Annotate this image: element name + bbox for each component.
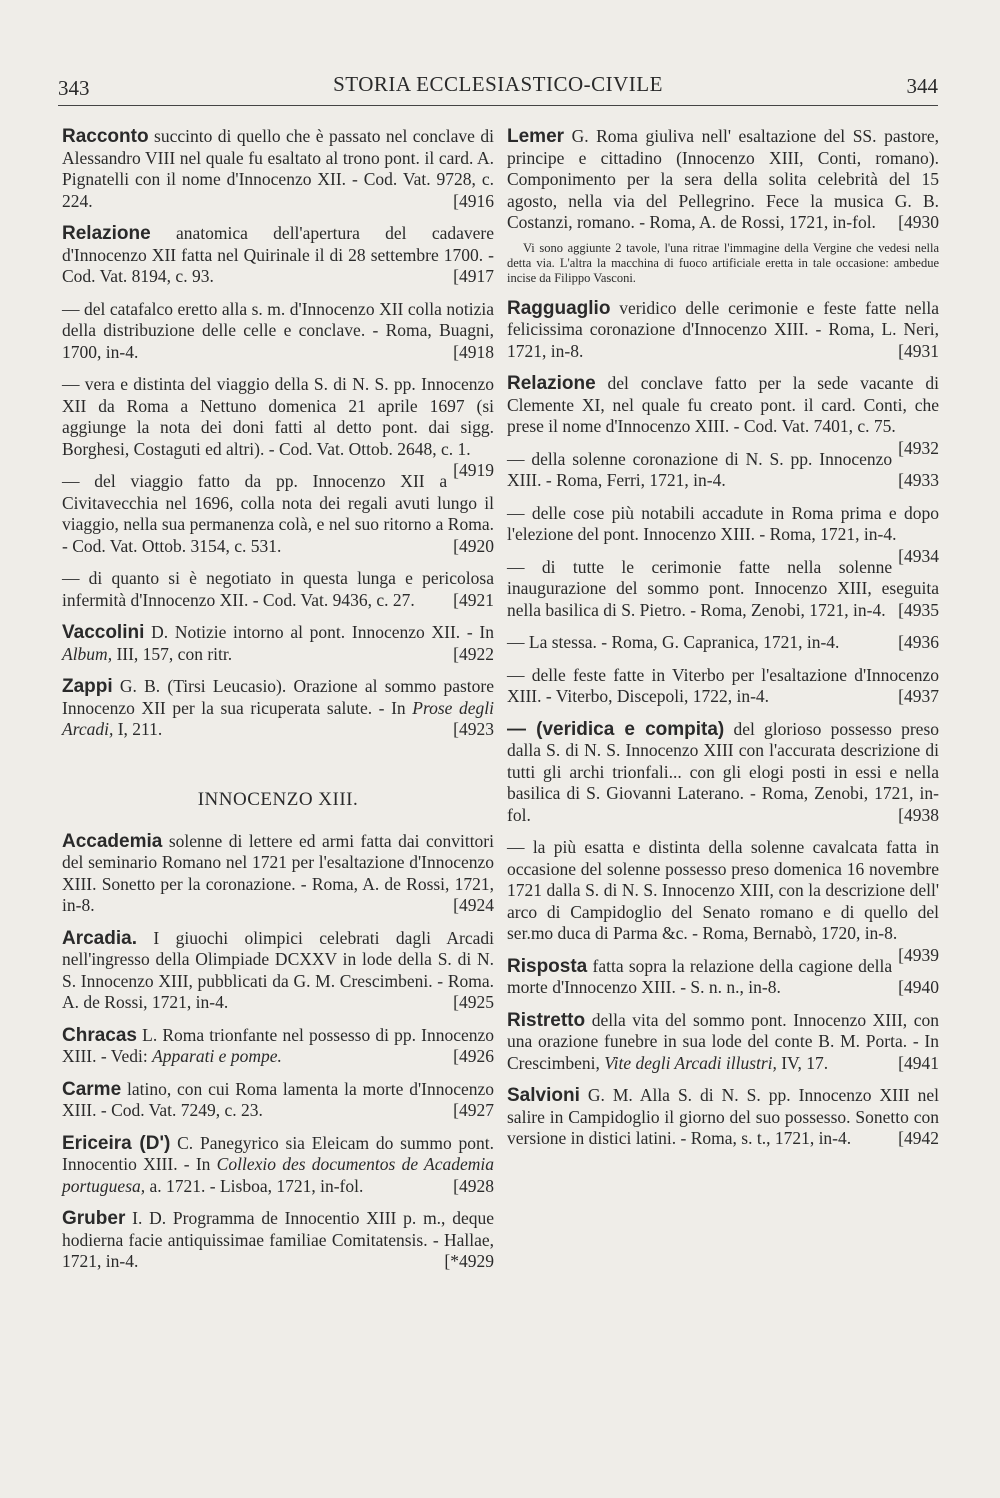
bibliography-entry bbox=[62, 1208, 494, 1273]
entry-number: [4917 bbox=[453, 266, 494, 286]
bibliography-entry bbox=[62, 126, 494, 212]
entry-heading: Accademia bbox=[62, 830, 163, 852]
entry-text: — della solenne coronazione di N. S. pp. Innocenzo XIII. - Roma, Ferri, 1721, in-4. bbox=[507, 448, 893, 490]
entry-heading: Risposta bbox=[507, 955, 588, 977]
bibliography-entry bbox=[62, 374, 494, 480]
bibliography-entry bbox=[507, 956, 939, 999]
entry-number: [4937 bbox=[898, 686, 939, 706]
entry-number: [4927 bbox=[453, 1100, 494, 1120]
header-rule bbox=[58, 105, 938, 106]
bibliography-entry bbox=[62, 676, 494, 741]
entry-number: [4925 bbox=[453, 992, 494, 1012]
entry-number: [4932 bbox=[898, 437, 939, 458]
entry-text: D. Notizie intorno al pont. Innocenzo XII. - In bbox=[144, 622, 494, 642]
entry-italic-title: Prose degli Arcadi, bbox=[62, 697, 494, 739]
entry-text: solenne di lettere ed armi fatta dai convittori del seminario Romano nel 1721 per l'esaltazione d'Innocenzo XIII. Sonetto per la coronazione. - Roma, A. de Rossi, 1721, in-8. bbox=[62, 830, 494, 915]
entry-text: G. B. (Tirsi Leucasio). Orazione al sommo pastore Innocenzo XII per la sua ricuperata salute. - In bbox=[62, 676, 494, 718]
entry-number: [4938 bbox=[898, 804, 939, 825]
entry-heading: Ericeira (D') bbox=[62, 1132, 171, 1154]
bibliography-entry bbox=[507, 665, 939, 708]
entry-heading: Ristretto bbox=[507, 1009, 586, 1031]
entry-text: — di tutte le cerimonie fatte nella solenne inaugurazione del sommo pont. Innocenzo XIII, eseguita nella basilica di S. Pietro. - Roma, Zenobi, 1721, in-4. bbox=[507, 556, 939, 620]
entry-heading: Chracas bbox=[62, 1024, 137, 1046]
entry-text: anatomica dell'apertura del cadavere d'Innocenzo XII fatta nel Quirinale il di 28 settembre 1700. - Cod. Vat. 8194, c. 93. bbox=[62, 223, 494, 286]
entry-italic-title: Album, bbox=[62, 643, 113, 664]
entry-text-cont: III, 157, con ritr. bbox=[112, 643, 233, 664]
entry-text: I giuochi olimpici celebrati dagli Arcadi nell'ingresso della Olimpiade DCXXV in lode della S. di N. S. Innocenzo XIII, pubblicati da G. M. Crescimbeni. - Roma. A. de Rossi, 1721, in-4. bbox=[62, 927, 494, 1012]
entry-note: Vi sono aggiunte 2 tavole, l'una ritrae l'immagine della Vergine che vedesi nella detta via. L'altra la macchina di fuoco artificiale eretta in tale occasione: ambedue incise da Filippo Vasconi. bbox=[507, 240, 939, 285]
right-column bbox=[507, 126, 939, 1161]
entry-heading: Salvioni bbox=[507, 1085, 580, 1106]
bibliography-entry bbox=[62, 1079, 494, 1122]
section-title: INNOCENZO XIII. bbox=[197, 788, 359, 810]
entry-text: — del catafalco eretto alla s. m. d'Innocenzo XII colla notizia della distribuzione delle celle e conclave. - Roma, Buagni, 1700, in-4. bbox=[62, 298, 494, 362]
bibliography-entry bbox=[507, 449, 939, 492]
bibliography-entry bbox=[507, 557, 939, 622]
entry-number: [4940 bbox=[898, 977, 939, 997]
bibliography-entry bbox=[62, 831, 494, 917]
entry-text: succinto di quello che è passato nel conclave di Alessandro VIII nel quale fu esaltato al trono pont. il card. A. Pignatelli con il nome d'Innocenzo XII. - Cod. Vat. 9728, c. 224. bbox=[62, 126, 494, 211]
bibliography-entry bbox=[62, 928, 494, 1014]
entry-text-cont: a. 1721. - Lisboa, 1721, in-fol. bbox=[145, 1175, 364, 1196]
entry-number: [4924 bbox=[453, 895, 494, 915]
entry-italic-title: Collexio des documentos de Academia portuguesa, bbox=[62, 1154, 494, 1196]
entry-heading: Relazione bbox=[62, 223, 151, 244]
bibliography-entry bbox=[507, 719, 939, 827]
entry-text-cont: IV, 17. bbox=[776, 1052, 829, 1073]
entry-number: [4928 bbox=[453, 1175, 494, 1196]
bibliography-entry bbox=[507, 632, 939, 654]
entry-heading: — (veridica e compita) bbox=[507, 718, 725, 740]
entry-number: [4926 bbox=[453, 1046, 494, 1066]
bibliography-entry bbox=[62, 471, 494, 557]
entry-text-cont: I, 211. bbox=[113, 719, 163, 739]
left-column bbox=[62, 126, 494, 1284]
running-title: STORIA ECCLESIASTICO-CIVILE bbox=[333, 72, 663, 96]
entry-heading: Gruber bbox=[62, 1208, 126, 1229]
entry-number: [4930 bbox=[898, 212, 939, 232]
entry-text: — del viaggio fatto da pp. Innocenzo XII a Civitavecchia nel 1696, colla nota dei regali avuti lungo il viaggio, nella sua permanenza colà, e nel suo ritorno a Roma. - Cod. Vat. Ottob. 3154, c. 531. bbox=[62, 471, 494, 556]
entry-number: [4916 bbox=[453, 190, 494, 211]
entry-heading: Carme bbox=[62, 1078, 122, 1100]
bibliography-entry bbox=[507, 1010, 939, 1075]
entry-text: — di quanto si è negotiato in questa lunga e pericolosa infermità d'Innocenzo XII. - Cod. Vat. 9436, c. 27. bbox=[62, 568, 494, 610]
entry-number: [4919 bbox=[453, 460, 494, 480]
entry-text: — delle feste fatte in Viterbo per l'esaltazione d'Innocenzo XIII. - Viterbo, Discepoli, 1722, in-4. bbox=[507, 664, 939, 706]
entry-text: veridico delle cerimonie e feste fatte nella felicissima coronazione d'Innocenzo XIII. - Roma, L. Neri, 1721, in-8. bbox=[507, 297, 939, 361]
page-number-left: 343 bbox=[58, 76, 90, 100]
page-number-right: 344 bbox=[906, 74, 938, 98]
entry-text: G. Roma giuliva nell' esaltazione del SS. pastore, principe e cittadino (Innocenzo XIII, Conti, romano). Componimento per la sera della solita celebrità del 15 agosto, nella via del Pellegrino. Fece la musica G. B. Costanzi, romano. - Roma, A. de Rossi, 1721, in-fol. bbox=[507, 126, 939, 232]
entry-number: [4920 bbox=[453, 535, 494, 556]
entry-text: fatta sopra la relazione della cagione della morte d'Innocenzo XIII. - S. n. n., in-8. bbox=[507, 955, 893, 997]
entry-text: latino, con cui Roma lamenta la morte d'Innocenzo XIII. - Cod. Vat. 7249, c. 23. bbox=[62, 1078, 494, 1120]
entry-text: L. Roma trionfante nel possesso di pp. Innocenzo XIII. - Vedi: bbox=[62, 1024, 494, 1066]
entry-number: [4923 bbox=[453, 719, 494, 739]
bibliography-entry bbox=[62, 568, 494, 611]
entry-number: [4935 bbox=[898, 599, 939, 620]
entry-number: [4941 bbox=[898, 1052, 939, 1073]
entry-heading: Racconto bbox=[62, 126, 149, 147]
bibliography-entry bbox=[62, 1133, 494, 1198]
entry-number: [4939 bbox=[898, 944, 939, 965]
entry-text: G. M. Alla S. di N. S. pp. Innocenzo XIII nel salire in Campidoglio il giorno del suo possesso. Sonetto con versione in distici latini. - Roma, s. t., 1721, in-4. bbox=[507, 1085, 939, 1148]
entry-number: [4934 bbox=[898, 545, 939, 566]
entry-italic-title: Apparati e pompe. bbox=[152, 1046, 282, 1066]
entry-text: — vera e distinta del viaggio della S. di N. S. pp. Innocenzo XII da Roma a Nettuno domenica 21 aprile 1697 (si aggiunge la nota dei doni fatti al detto pont. dai sigg. Borghesi, Costaguti ed altri). - Cod. Vat. Ottob. 2648, c. 1. bbox=[62, 374, 494, 459]
entry-heading: Vaccolini bbox=[62, 622, 145, 643]
entry-text: del conclave fatto per la sede vacante di Clemente XI, nel quale fu creato pont. il card. Conti, che prese il nome d'Innocenzo XIII. - Cod. Vat. 7401, c. 75. bbox=[507, 373, 939, 436]
entry-number: [4921 bbox=[453, 589, 494, 610]
entry-italic-title: Vite degli Arcadi illustri, bbox=[604, 1052, 777, 1073]
entry-heading: Ragguaglio bbox=[507, 297, 611, 319]
entry-number: [*4929 bbox=[444, 1251, 494, 1271]
running-header bbox=[58, 68, 938, 102]
entry-text: della vita del sommo pont. Innocenzo XIII, con una orazione funebre in sua lode del conte B. M. Porta. - In Crescimbeni, bbox=[507, 1009, 939, 1073]
bibliography-entry bbox=[62, 1025, 494, 1068]
entry-text: — la più esatta e distinta della solenne cavalcata fatta in occasione del solenne possesso preso domenica 16 novembre 1721 dalla S. di N. S. Innocenzo XIII, con la descrizione dell' arco di Campidoglio del Senato romano e di quello del ser.mo duca di Parma &c. - Roma, Bernabò, 1720, in-8. bbox=[507, 837, 939, 943]
entry-text: — delle cose più notabili accadute in Roma prima e dopo l'elezione del pont. Innocenzo XIII. - Roma, 1721, in-4. bbox=[507, 502, 939, 544]
entry-heading: Arcadia. bbox=[62, 927, 137, 949]
entry-text: del glorioso possesso preso dalla S. di N. S. Innocenzo XIII con l'accurata descrizione di tutti gli archi trionfali... con gli elogi posti in essi e nella basilica di S. Giovanni Laterano. - Roma, Zenobi, 1721, in-fol. bbox=[507, 718, 940, 825]
bibliography-entry bbox=[62, 223, 494, 288]
bibliography-entry bbox=[507, 502, 939, 566]
entry-number: [4933 bbox=[898, 470, 939, 490]
bibliography-entry bbox=[507, 298, 939, 363]
entry-heading: Relazione bbox=[507, 373, 596, 394]
entry-text: C. Panegyrico sia Eleicam do summo pont. Innocentio XIII. - In bbox=[62, 1132, 494, 1174]
bibliography-entry bbox=[507, 837, 939, 965]
bibliography-entry bbox=[507, 373, 939, 458]
entry-heading: Zappi bbox=[62, 676, 113, 697]
bibliography-entry bbox=[62, 299, 494, 364]
bibliography-entry bbox=[62, 622, 494, 665]
entry-number: [4918 bbox=[453, 341, 494, 362]
entry-number: [4931 bbox=[898, 340, 939, 361]
entry-number: [4922 bbox=[453, 643, 494, 664]
entry-text: I. D. Programma de Innocentio XIII p. m., deque hodierna facie antiquissimae familiae Comitatensis. - Hallae, 1721, in-4. bbox=[62, 1208, 494, 1271]
entry-number: [4942 bbox=[898, 1128, 939, 1148]
entry-heading: Lemer bbox=[507, 126, 565, 147]
entry-number: [4936 bbox=[898, 632, 939, 652]
bibliography-entry bbox=[507, 1085, 939, 1150]
bibliography-entry bbox=[507, 126, 939, 234]
entry-text: — La stessa. - Roma, G. Capranica, 1721, in-4. bbox=[507, 632, 840, 652]
